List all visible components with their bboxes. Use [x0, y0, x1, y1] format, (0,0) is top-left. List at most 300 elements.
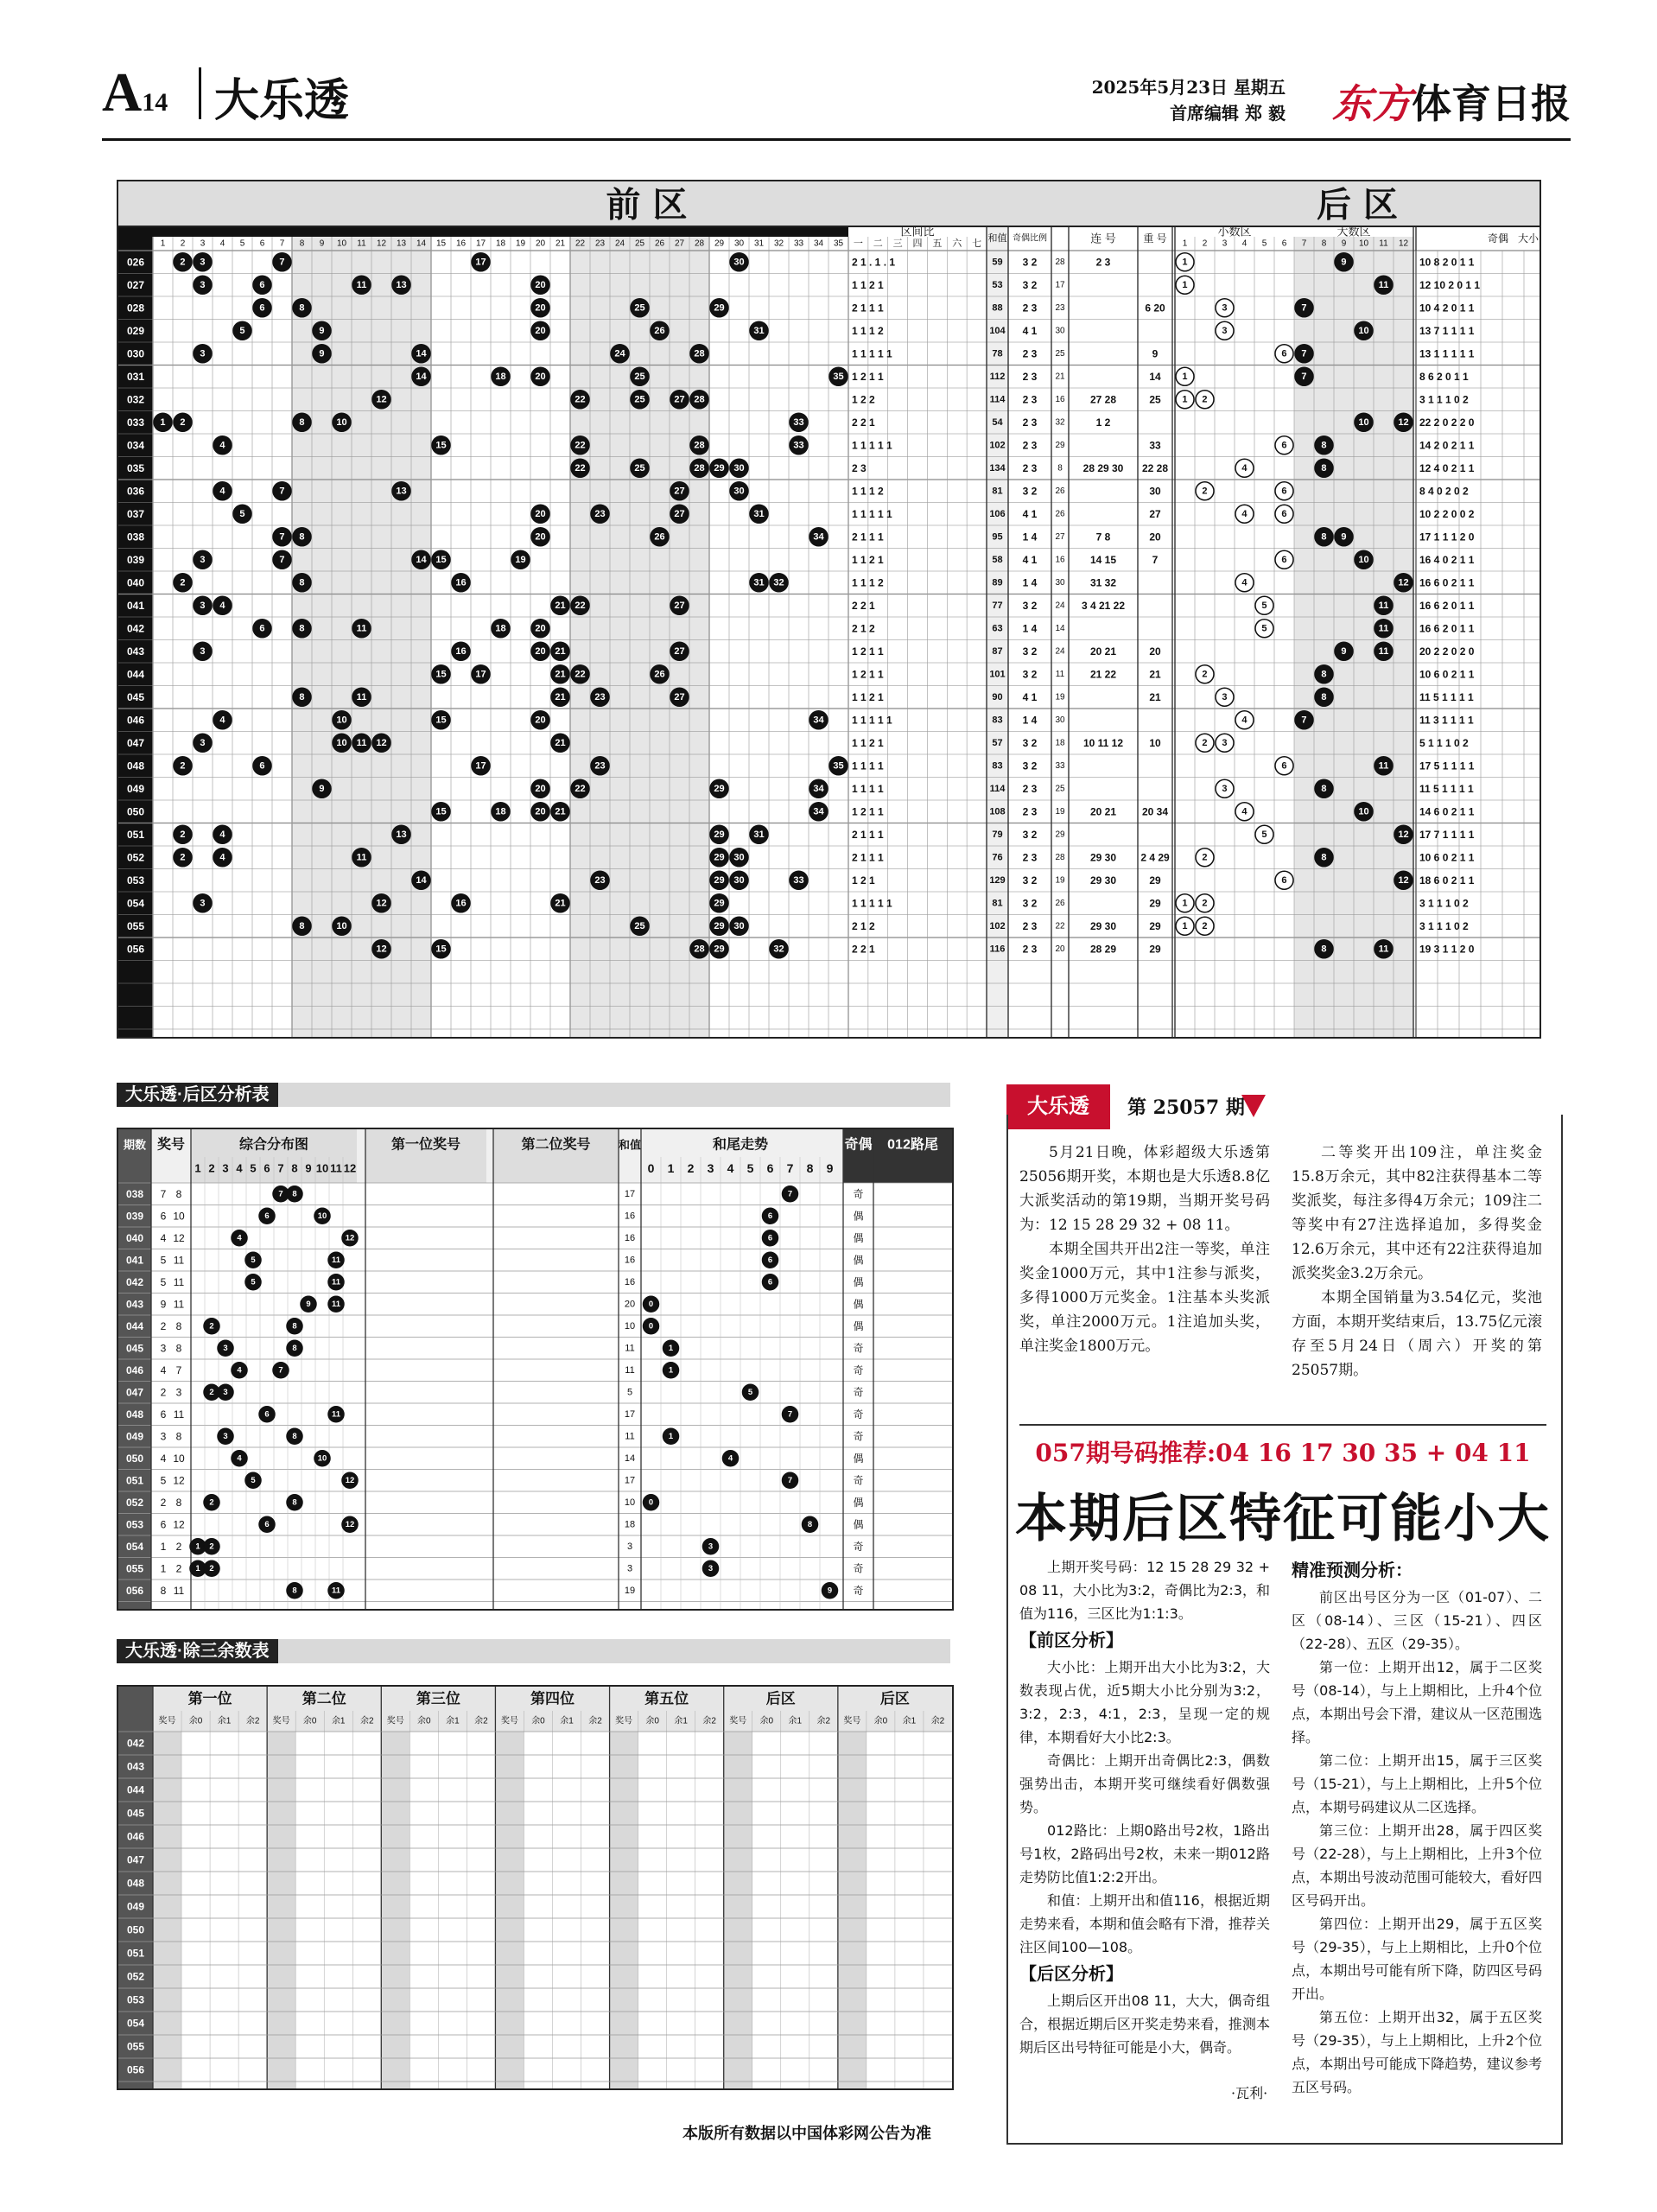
back-number-ball-label: 7: [1301, 348, 1307, 359]
front-number-ball-label: 11: [356, 852, 367, 863]
period-label: 038: [126, 531, 145, 543]
back-number-ball-label: 8: [1321, 852, 1327, 863]
front-number-ball-label: 22: [575, 600, 586, 611]
dist-a-ball-label: 7: [278, 1189, 283, 1199]
dist-b-ball-label: 11: [332, 1277, 340, 1287]
interval-values: 2 2 1: [852, 416, 875, 429]
back-number-ball-label: 12: [1398, 874, 1409, 886]
oe-value: 奇: [853, 1430, 864, 1443]
period-label: 045: [126, 690, 145, 703]
group-subheading: 余2: [930, 1716, 945, 1726]
front-number-ball-label: 3: [200, 257, 206, 268]
front-number-ball-label: 30: [733, 486, 745, 497]
interval-values: 2 1 2: [852, 919, 875, 932]
tail-values: 18 6 0 2 1 1: [1419, 874, 1475, 887]
consec-value: 20 21: [1089, 645, 1117, 658]
interval-heading: 区间比: [900, 225, 935, 238]
period-label: 049: [126, 1900, 145, 1913]
consec-value: 28 29 30: [1082, 461, 1124, 474]
tail-ball-ball-label: 7: [787, 1409, 793, 1420]
front-number-ball-label: 12: [376, 898, 387, 909]
dist-a-ball-label: 2: [209, 1321, 214, 1332]
prize-a: 7: [160, 1187, 167, 1200]
back-col-number: 4: [1241, 238, 1248, 249]
period-label: 045: [125, 1342, 144, 1355]
front-col-number: 13: [396, 238, 407, 249]
back-number-ball-label: 4: [1241, 715, 1248, 726]
front-col-number: 20: [535, 238, 546, 249]
front-number-ball-label: 2: [180, 760, 186, 772]
sum-value: 79: [992, 829, 1003, 840]
span-value: 32: [1055, 417, 1065, 428]
front-col-number: 14: [416, 238, 427, 249]
front-number-ball-label: 33: [793, 440, 804, 451]
precise-5: 第五位：上期开出32，属于五区奖号（29-35），与上上期相比，上升2个位点，本期出号可能成下降趋势，建议参考五区号码。: [1292, 2009, 1542, 2095]
oe-value: 3 2: [1022, 668, 1038, 681]
oe-value: 奇: [853, 1363, 864, 1376]
analysis-col-2: [1292, 1555, 1542, 2099]
front-number-ball-label: 8: [299, 302, 305, 314]
period-label: 052: [126, 1970, 145, 1983]
front-number-ball-label: 4: [219, 715, 225, 726]
front-number-ball-label: 15: [435, 715, 447, 726]
front-number-ball-label: 4: [219, 852, 225, 863]
front-number-ball-label: 17: [475, 760, 486, 772]
front-number-ball-label: 14: [416, 554, 427, 565]
front-number-ball-label: 29: [714, 944, 725, 955]
repeat-value: 20 34: [1141, 805, 1169, 818]
front-number-ball-label: 26: [654, 325, 665, 336]
page-header: [102, 60, 1571, 141]
front-number-ball-label: 34: [813, 715, 824, 726]
front-number-ball-label: 1: [160, 416, 166, 428]
back-number-ball-label: 10: [1358, 416, 1369, 428]
back-analysis-table: [117, 1128, 954, 1611]
period-label: 056: [126, 2063, 145, 2076]
front-number-ball-label: 6: [259, 279, 265, 290]
span-value: 29: [1055, 830, 1065, 840]
prize-a: 6: [160, 1408, 167, 1421]
group-subheading: 余1: [902, 1716, 917, 1726]
sum-value: 101: [989, 669, 1006, 680]
back-number-ball-label: 9: [1341, 645, 1347, 657]
period-label: 055: [126, 2040, 145, 2053]
period-label: 045: [126, 1807, 145, 1820]
front-col-number: 30: [733, 238, 745, 249]
period-label: 041: [126, 599, 145, 612]
span-value: 8: [1057, 463, 1063, 474]
dist-b-ball-label: 8: [292, 1343, 297, 1353]
repeat-value: 21: [1149, 668, 1161, 681]
front-number-ball-label: 3: [200, 279, 206, 290]
front-col-number: 4: [219, 238, 225, 249]
main-trend-chart: [117, 180, 1541, 1039]
consec-value: 20 21: [1089, 805, 1117, 818]
front-number-ball-label: 25: [634, 462, 645, 474]
period-label: 048: [126, 1877, 145, 1890]
tail-col-number: 4: [727, 1161, 734, 1175]
tail-values: 11 5 1 1 1 1: [1419, 690, 1474, 703]
interval-values: 1 1 2 1: [852, 278, 884, 291]
period-label: 053: [125, 1518, 144, 1531]
sum-value: 114: [989, 783, 1006, 794]
front-col-number: 5: [239, 238, 245, 249]
oe-value: 3 2: [1022, 760, 1038, 772]
front-number-ball-label: 20: [535, 623, 546, 634]
dist-col-number: 9: [305, 1161, 312, 1175]
repeat-value: 29: [1149, 897, 1161, 910]
consec-value: 27 28: [1089, 393, 1117, 406]
table-heading: 第二位奖号: [521, 1137, 591, 1153]
tail-ball-ball-label: 0: [648, 1497, 654, 1508]
oe-value: 1 4: [1022, 622, 1038, 635]
period-label: 034: [126, 439, 145, 452]
span-value: 19: [1055, 875, 1065, 886]
tail-ball-ball-label: 1: [668, 1365, 674, 1376]
front-number-ball-label: 27: [674, 508, 685, 519]
back-analysis-titlebar: [117, 1083, 950, 1107]
span-value: 28: [1055, 852, 1065, 862]
article-p3: 二等奖开出109注，单注奖金15.8万余元，其中82注获得基本二等奖派奖，每注多得4万余元；109注二等奖中有27注选择追加，多得奖金12.6万余元，其中还有22注获得追加派奖奖金3.2万余元。: [1292, 1144, 1542, 1282]
dist-b-ball-label: 12: [345, 1233, 355, 1243]
table-heading: 奇偶: [844, 1137, 873, 1153]
back-number-ball-label: 11: [1378, 760, 1389, 772]
consec-value: 7 8: [1095, 531, 1111, 543]
article-p4: 本期全国销量为3.54亿元，奖池方面，本期开奖结束后，13.75亿元滚存至5月24日（周六）开奖的第25057期。: [1292, 1289, 1542, 1379]
front-number-ball-label: 2: [180, 257, 186, 268]
period-label: 033: [126, 416, 145, 429]
dist-col-number: 11: [330, 1161, 342, 1175]
front-number-ball-label: 2: [180, 852, 186, 863]
prize-b: 12: [173, 1231, 185, 1244]
tail-values: 16 4 0 2 1 1: [1419, 553, 1475, 566]
back-number-ball-label: 8: [1321, 669, 1327, 680]
period-label: 054: [126, 897, 145, 910]
tail-values: 3 1 1 1 0 2: [1419, 897, 1469, 910]
repeat-value: 29: [1149, 943, 1161, 956]
group-subheading: 余1: [331, 1716, 346, 1726]
period-label: 044: [126, 1783, 145, 1796]
oe-value: 2 3: [1022, 805, 1038, 818]
tail-values: 16 6 0 2 1 1: [1419, 576, 1475, 589]
tail-ball-ball-label: 1: [668, 1343, 674, 1353]
front-number-ball-label: 21: [555, 645, 566, 657]
dist-b-ball-label: 10: [317, 1211, 327, 1221]
oe-value: 3 2: [1022, 897, 1038, 910]
sum-value: 102: [989, 920, 1006, 931]
front-col-number: 31: [753, 238, 765, 249]
sum-value: 10: [624, 1320, 636, 1332]
period-label: 054: [126, 2017, 145, 2030]
tail-col-number: 9: [826, 1161, 834, 1175]
front-number-ball-label: 29: [714, 783, 725, 794]
group-subheading: 余0: [759, 1716, 774, 1726]
tail-col-number: 8: [806, 1161, 814, 1175]
group-subheading: 奖号: [272, 1716, 290, 1726]
interval-values: 1 2 1 1: [852, 370, 884, 383]
repeat-value: 25: [1149, 393, 1161, 406]
page-number: A14: [102, 61, 168, 123]
front-number-ball-label: 20: [535, 279, 546, 290]
oe-value: 2 3: [1022, 439, 1038, 452]
sum-value: 129: [989, 874, 1006, 886]
back-col-number: 5: [1261, 238, 1267, 249]
front-col-number: 32: [773, 238, 784, 249]
front-number-ball-label: 11: [356, 623, 367, 634]
front-number-ball-label: 21: [555, 669, 566, 680]
prize-b: 12: [173, 1518, 185, 1531]
repeat-value: 21: [1149, 690, 1161, 703]
period-label: 049: [125, 1430, 144, 1443]
back-col-number: 11: [1379, 238, 1388, 249]
front-number-ball-label: 2: [180, 416, 186, 428]
interval-values: 1 1 1 2: [852, 485, 884, 498]
front-col-number: 15: [435, 238, 447, 249]
group-subheading: 奖号: [158, 1716, 176, 1726]
front-col-number: 28: [694, 238, 705, 249]
back-number-ball-label: 4: [1241, 806, 1248, 817]
front-col-number: 17: [475, 238, 486, 249]
period-label: 055: [126, 919, 145, 932]
front-number-ball-label: 28: [694, 348, 705, 359]
period-label: 053: [126, 1993, 145, 2006]
front-number-ball-label: 8: [299, 691, 305, 702]
period-label: 042: [125, 1275, 144, 1288]
sum-value: 3: [626, 1541, 633, 1552]
tail-values: 17 5 1 1 1 1: [1419, 760, 1475, 772]
tail-ball-ball-label: 7: [787, 1189, 793, 1199]
back-number-ball-label: 3: [1222, 783, 1228, 794]
dist-a-ball-label: 4: [237, 1233, 242, 1243]
tail-ball-ball-label: 5: [747, 1387, 753, 1397]
front-number-ball-label: 18: [495, 371, 506, 382]
back-col-number: 8: [1321, 238, 1327, 249]
section-title: 大乐透: [214, 74, 350, 127]
back-number-ball-label: 2: [1202, 920, 1208, 931]
front-col-number: 6: [259, 238, 265, 249]
interval-values: 1 1 1 2: [852, 324, 884, 337]
divider: [199, 67, 201, 119]
consec-value: 14 15: [1089, 553, 1117, 566]
period-label: 053: [126, 874, 145, 887]
back-number-ball-label: 11: [1378, 600, 1389, 611]
front-number-ball-label: 2: [180, 829, 186, 840]
front-number-ball-label: 30: [733, 920, 745, 931]
oe-heading: 奇偶比例: [1013, 233, 1047, 244]
span-value: 16: [1055, 394, 1065, 404]
interval-values: 1 2 1 1: [852, 668, 884, 681]
prize-a: 4: [160, 1452, 167, 1465]
back-number-ball-label: 10: [1358, 806, 1369, 817]
period-label: 048: [126, 760, 145, 772]
sum-value: 76: [992, 852, 1003, 863]
back-number-ball-label: 2: [1202, 394, 1208, 405]
table-heading: 和尾走势: [712, 1137, 769, 1153]
front-number-ball-label: 28: [694, 394, 705, 405]
back-number-ball-label: 12: [1398, 416, 1409, 428]
period-label: 051: [125, 1474, 144, 1487]
sum-value: 87: [992, 645, 1003, 657]
dist-b-ball-label: 12: [345, 1475, 355, 1485]
front-col-number: 21: [555, 238, 566, 249]
interval-values: 2 1 1 1: [852, 302, 884, 315]
group-subheading: 余1: [674, 1716, 688, 1726]
back-number-ball-label: 9: [1341, 257, 1347, 268]
prize-b: 11: [173, 1408, 185, 1421]
prize-b: 7: [175, 1363, 182, 1376]
back-number-ball-label: 3: [1222, 691, 1228, 702]
period-label: 044: [125, 1319, 144, 1332]
interval-values: 2 1 . 1 . 1: [852, 256, 896, 269]
tail-values: 20 2 2 0 2 0: [1419, 645, 1475, 658]
analysis-back: 上期后区开出08 11，大大，偶奇组合，根据近期后区开奖走势来看，推测本期后区出号特征可能是小大，偶奇。: [1019, 1993, 1270, 2056]
front-number-ball-label: 6: [259, 623, 265, 634]
oe-value: 3 2: [1022, 256, 1038, 269]
dist-a-ball-label: 4: [237, 1453, 242, 1464]
back-number-ball-label: 8: [1321, 783, 1327, 794]
front-number-ball-label: 27: [674, 600, 685, 611]
repeat-value: 20: [1149, 531, 1161, 543]
dist-col-number: 1: [194, 1161, 201, 1175]
prize-b: 12: [173, 1474, 185, 1487]
dist-b-ball-label: 10: [317, 1453, 327, 1464]
interval-values: 1 2 1 1: [852, 805, 884, 818]
front-number-ball-label: 16: [455, 645, 467, 657]
back-number-ball-label: 6: [1281, 486, 1287, 497]
back-number-ball-label: 6: [1281, 760, 1287, 772]
prize-b: 8: [175, 1342, 182, 1355]
interval-values: 1 1 1 1 1: [852, 507, 892, 520]
front-number-ball-label: 15: [435, 944, 447, 955]
dist-b-ball-label: 11: [332, 1586, 340, 1596]
front-number-ball-label: 13: [396, 486, 407, 497]
back-number-ball-label: 6: [1281, 874, 1287, 886]
front-number-ball-label: 23: [594, 874, 606, 886]
back-number-ball-label: 8: [1321, 440, 1327, 451]
front-col-number: 18: [495, 238, 506, 249]
sum-value: 11: [625, 1343, 635, 1354]
tail-values: 14 2 0 2 1 1: [1419, 439, 1475, 452]
period-label: 050: [126, 1923, 145, 1936]
oe-value: 3 2: [1022, 278, 1038, 291]
front-number-ball-label: 22: [575, 783, 586, 794]
group-subheading: 余2: [588, 1716, 602, 1726]
back-number-ball-label: 7: [1301, 371, 1307, 382]
front-number-ball-label: 16: [455, 898, 467, 909]
interval-subheading: 一: [853, 238, 863, 249]
group-subheading: 余0: [302, 1716, 317, 1726]
back-number-ball-label: 3: [1222, 737, 1228, 748]
oe-value: 3 2: [1022, 874, 1038, 887]
consec-value: 28 29: [1089, 943, 1117, 956]
oe-value: 2 3: [1022, 416, 1038, 429]
oe-value: 2 3: [1022, 943, 1038, 956]
period-label: 029: [126, 324, 145, 337]
interval-values: 2 1 1 1: [852, 531, 884, 543]
front-number-ball-label: 20: [535, 531, 546, 543]
analysis-012: 012路比：上期0路出号2枚，1路出号1枚，2路码出号2枚，未来一期012路走势防比值1:2:2开出。: [1019, 1822, 1270, 1885]
sum-value: 77: [992, 600, 1003, 611]
front-number-ball-label: 24: [614, 348, 625, 359]
span-value: 30: [1055, 577, 1065, 588]
sum-value: 106: [989, 508, 1006, 519]
dist-b-ball-label: 8: [292, 1497, 297, 1508]
prize-b: 11: [173, 1254, 185, 1267]
front-col-number: 35: [833, 238, 844, 249]
front-col-number: 16: [455, 238, 467, 249]
front-zone-title: 前 区: [606, 184, 688, 226]
prize-a: 6: [160, 1518, 167, 1531]
dist-a-ball-label: 3: [223, 1343, 228, 1353]
sum-value: 17: [624, 1475, 636, 1486]
prize-a: 5: [160, 1275, 167, 1288]
period-label: 051: [126, 1947, 145, 1960]
group-subheading: 余0: [188, 1716, 203, 1726]
tail-values: 8 6 2 0 1 1: [1419, 370, 1469, 383]
front-number-ball-label: 25: [634, 394, 645, 405]
table-heading: 第一位奖号: [390, 1137, 461, 1153]
prize-b: 3: [175, 1386, 182, 1399]
footer-note: 本版所有数据以中国体彩网公告为准: [682, 2125, 931, 2142]
oe-value: 2 3: [1022, 851, 1038, 864]
dist-a-ball-label: 6: [264, 1519, 270, 1529]
group-subheading: 奖号: [500, 1716, 518, 1726]
back-number-ball-label: 2: [1202, 486, 1208, 497]
back-col-number: 12: [1398, 238, 1409, 249]
front-number-ball-label: 8: [299, 531, 305, 543]
tail-ball-ball-label: 4: [727, 1453, 733, 1464]
prize-b: 11: [173, 1275, 185, 1288]
tail-values: 11 5 1 1 1 1: [1419, 782, 1474, 795]
prize-b: 8: [175, 1496, 182, 1509]
repeat-value: 7: [1152, 553, 1159, 566]
sum-heading: 和值: [987, 233, 1007, 244]
precise-3: 第三位：上期开出28，属于四区奖号（22-28），与上上期相比，上升3个位点，本期出号波动范围可能较大，看好四区号码开出。: [1292, 1822, 1542, 1909]
oe-value: 1 4: [1022, 531, 1038, 543]
repeat-value: 2 4 29: [1140, 851, 1170, 864]
front-number-ball-label: 10: [336, 416, 347, 428]
tail-ball-ball-label: 6: [767, 1233, 773, 1243]
front-number-ball-label: 27: [674, 691, 685, 702]
oe-value: 偶: [853, 1452, 864, 1465]
period-label: 047: [126, 736, 145, 749]
sum-value: 11: [625, 1364, 635, 1376]
interval-values: 2 3: [852, 461, 867, 474]
front-number-ball-label: 29: [714, 302, 725, 314]
period-label: 050: [125, 1452, 144, 1465]
period-label: 048: [125, 1408, 144, 1421]
dist-a-ball-label: 4: [237, 1365, 242, 1376]
sum-value: 114: [989, 394, 1006, 405]
front-number-ball-label: 11: [356, 737, 367, 748]
front-number-ball-label: 31: [753, 508, 765, 519]
group-subheading: 余1: [446, 1716, 460, 1726]
sum-value: 112: [989, 371, 1006, 382]
sum-value: 108: [989, 806, 1006, 817]
front-number-ball-label: 18: [495, 623, 506, 634]
period-label: 043: [126, 645, 145, 658]
group-subheading: 余0: [645, 1716, 659, 1726]
dist-b-ball-label: 12: [345, 1519, 355, 1529]
front-number-ball-label: 11: [356, 691, 367, 702]
interval-values: 1 2 1: [852, 874, 875, 887]
front-number-ball-label: 20: [535, 508, 546, 519]
mod3-grid: [118, 1687, 952, 2088]
period-label: 050: [126, 805, 145, 818]
interval-values: 1 1 1 1 1: [852, 347, 892, 360]
precise-2: 第二位：上期开出15，属于三区奖号（15-21），与上上期相比，上升5个位点，本期号码建议从二区选择。: [1292, 1752, 1542, 1815]
sum-value: 19: [624, 1585, 636, 1596]
